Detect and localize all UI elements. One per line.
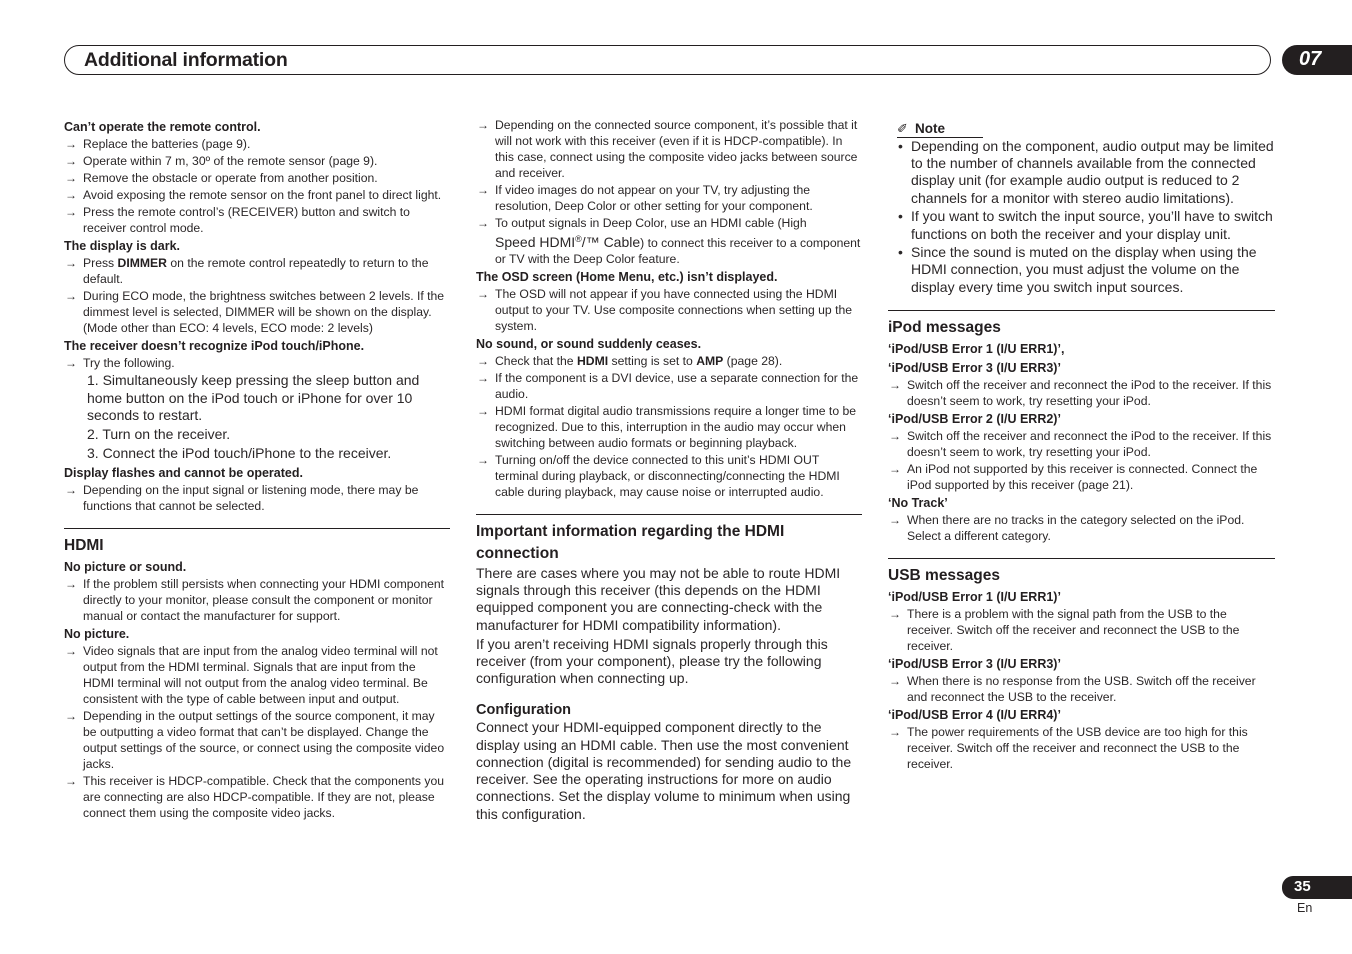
answer-item: → Depending on the connected source component, it’s possible that it will not work with this receiver (even if it is HDCP-compatible). In this case, connect using the composite video jacks between source and receiver.: [477, 118, 858, 180]
paragraph: There are cases where you may not be able to route HDMI signals through this receiver (this depends on the HDMI equipped component you are connecting-check with the manufacturer for HDMI compatibility information).: [476, 565, 841, 633]
arrow-icon: →: [889, 377, 901, 392]
numbered-step: 2. Turn on the receiver.: [87, 426, 231, 442]
bullet-icon: •: [898, 138, 903, 154]
arrow-icon: →: [477, 118, 489, 132]
question-heading: ‘iPod/USB Error 2 (I/U ERR2)’: [888, 411, 1061, 426]
answer-item: → Press the remote control’s (RECEIVER) button and switch to receiver control mode.: [65, 205, 410, 235]
arrow-icon: →: [65, 154, 77, 168]
arrow-icon: →: [65, 256, 77, 270]
question-heading: The display is dark.: [64, 239, 181, 253]
answer-item: → Switch off the receiver and reconnect the iPod to the receiver. If this doesn’t seem to work, try resetting your iPod.: [889, 428, 1272, 459]
section-divider: [888, 558, 1275, 587]
answer-item: → There is a problem with the signal path from the USB to the receiver. Switch off the receiver and reconnect the USB to the receiver.: [889, 606, 1240, 653]
arrow-icon: →: [477, 404, 489, 419]
note-bullet: • Depending on the component, audio output may be limited to the number of channels available from the connected display unit (for example audio output is reduced to 2 channels for a monitor with stereo audio limitations).: [898, 138, 1274, 206]
question-heading: Can’t operate the remote control.: [64, 120, 261, 134]
arrow-icon: →: [477, 354, 489, 369]
question-heading: ‘iPod/USB Error 1 (I/U ERR1)’,: [888, 341, 1065, 356]
section-divider: [64, 528, 450, 557]
note-label: Note: [915, 121, 945, 136]
answer-item: → Remove the obstacle or operate from another position.: [65, 171, 378, 185]
section-title: Additional information: [84, 49, 288, 71]
page-number-badge: [1282, 876, 1352, 899]
arrow-icon: →: [477, 453, 489, 468]
pencil-icon: ✐: [897, 121, 908, 136]
configuration-heading: Configuration: [476, 702, 572, 719]
answer-item: → When there is no response from the USB. Switch off the receiver and reconnect the USB to the receiver.: [889, 673, 1256, 704]
section-divider: [476, 514, 862, 565]
answer-item: → Turning on/off the device connected to this unit’s HDMI OUT terminal during playback, or disconnecting/connecting the HDMI cable during playback, may cause noise or interrupted audio.: [477, 453, 840, 500]
note-bullet: • Since the sound is muted on the display when using the HDMI connection, you must adjust the volume on the display every time you switch input sources.: [898, 244, 1257, 295]
answer-item: → If the component is a DVI device, use a separate connection for the audio.: [477, 371, 859, 402]
answer-item: → Depending in the output settings of the source component, it may be outputting a video format that can’t be displayed. Change the output settings of the source, or connect using the composite video jacks.: [65, 708, 445, 771]
arrow-icon: →: [65, 773, 77, 788]
numbered-step: 3. Connect the iPod touch/iPhone to the receiver.: [87, 445, 392, 461]
question-heading: ‘iPod/USB Error 1 (I/U ERR1)’: [888, 589, 1061, 604]
answer-item: → Check that the HDMI setting is set to AMP (page 28).: [477, 354, 783, 369]
hdmi-section-title: HDMI: [64, 536, 104, 554]
question-heading: The OSD screen (Home Menu, etc.) isn’t displayed.: [476, 270, 778, 285]
answer-item: → Switch off the receiver and reconnect the iPod to the receiver. If this doesn’t seem to work, try resetting your iPod.: [889, 377, 1272, 408]
answer-item: → When there are no tracks in the category selected on the iPod. Select a different category.: [889, 512, 1245, 543]
answer-item: → This receiver is HDCP-compatible. Check that the components you are connecting are also HDCP-compatible. If they are not, please connect them using the composite video jacks.: [65, 773, 445, 820]
arrow-icon: →: [889, 461, 901, 476]
usb-section-title: USB messages: [888, 566, 1001, 584]
arrow-icon: →: [477, 287, 489, 302]
note-bullet: • If you want to switch the input source, you’ll have to switch functions on both the receiver and your display unit.: [898, 208, 1273, 242]
page-number: 35: [1294, 878, 1311, 895]
arrow-icon: →: [65, 171, 77, 185]
arrow-icon: →: [65, 708, 77, 723]
answer-item: → Operate within 7 m, 30º of the remote sensor (page 9).: [65, 154, 378, 168]
arrow-icon: →: [889, 428, 901, 443]
arrow-icon: →: [889, 606, 901, 621]
question-heading: ‘iPod/USB Error 4 (I/U ERR4)’: [888, 707, 1061, 722]
arrow-icon: →: [889, 673, 901, 688]
arrow-icon: →: [65, 482, 77, 497]
answer-item: → If the problem still persists when connecting your HDMI component directly to your monitor, please consult the component or monitor manual or contact the manufacturer for support.: [65, 576, 445, 623]
answer-item: → Video signals that are input from the analog video terminal will not output from the HDMI terminal. Signals that are input from the HDMI terminal will not output from the analog video terminal. Be consistent with the type of cable between input and output.: [65, 643, 438, 706]
answer-item: → Depending on the input signal or listening mode, there may be functions that cannot be selected.: [65, 482, 419, 513]
answer-item: → HDMI format digital audio transmissions require a longer time to be recognized. Due to this, interruption in the audio may occur when switching between audio formats or beginning playback.: [477, 404, 857, 451]
important-section-title: Important information regarding the HDMI connection: [476, 523, 785, 563]
arrow-icon: →: [65, 137, 77, 151]
answer-item: → Press DIMMER on the remote control repeatedly to return to the default.: [65, 256, 429, 286]
answer-item: → Try the following.: [65, 356, 175, 370]
answer-item: → An iPod not supported by this receiver is connected. Connect the iPod supported by this receiver (page 21).: [889, 461, 1258, 492]
question-heading: ‘No Track’: [888, 495, 948, 510]
page-language: En: [1297, 901, 1313, 915]
column-middle: [476, 117, 862, 825]
numbered-step: 1. Simultaneously keep pressing the sleep button and home button on the iPod touch or iPhone for over 10 seconds to restart.: [87, 372, 420, 423]
answer-item: → Avoid exposing the remote sensor on the front panel to direct light.: [65, 188, 442, 202]
question-heading: No picture or sound.: [64, 559, 187, 574]
arrow-icon: →: [889, 512, 901, 527]
answer-item: → The OSD will not appear if you have connected using the HDMI output to your TV. Use composite connections when setting up the system.: [477, 287, 853, 334]
bullet-icon: •: [898, 208, 903, 225]
arrow-icon: →: [65, 576, 77, 591]
arrow-icon: →: [65, 356, 77, 370]
paragraph: Connect your HDMI-equipped component directly to the display using an HDMI cable. Then use the most convenient connection (digital is recommended) for sending audio to the receiver. See the operating instructions for more on audio connections. Set the display volume to minimum when using this configuration.: [476, 719, 852, 822]
answer-item: → The power requirements of the USB device are too high for this receiver. Switch off the receiver and reconnect the USB to the receiver.: [889, 724, 1248, 771]
section-divider: [888, 310, 1275, 339]
arrow-icon: →: [65, 188, 77, 202]
question-heading: ‘iPod/USB Error 3 (I/U ERR3)’: [888, 656, 1061, 671]
question-heading: No picture.: [64, 626, 130, 641]
question-heading: Display flashes and cannot be operated.: [64, 465, 303, 480]
question-heading: ‘iPod/USB Error 3 (I/U ERR3)’: [888, 360, 1061, 375]
section-header-bar: [64, 45, 1271, 75]
arrow-icon: →: [477, 216, 489, 230]
question-heading: The receiver doesn’t recognize iPod touch/iPhone.: [64, 339, 365, 353]
arrow-icon: →: [889, 724, 901, 739]
column-right: [888, 117, 1275, 773]
ipod-section-title: iPod messages: [888, 318, 1001, 336]
arrow-icon: →: [65, 289, 77, 303]
arrow-icon: →: [65, 643, 77, 658]
arrow-icon: →: [477, 371, 489, 386]
answer-item: → If video images do not appear on your TV, try adjusting the resolution, Deep Color or other setting for your component.: [477, 183, 813, 213]
answer-item: → To output signals in Deep Color, use an HDMI cable (High Speed HDMI®/™ Cable) to connect this receiver to a component or TV with the Deep Color feature.: [477, 216, 861, 267]
answer-item: → During ECO mode, the brightness switches between 2 levels. If the dimmest level is selected, DIMMER will be shown on the display. (Mode other than ECO: 4 levels, ECO mode: 2 levels): [65, 289, 445, 335]
note-heading: [897, 120, 983, 138]
arrow-icon: →: [65, 205, 77, 219]
arrow-icon: →: [477, 183, 489, 197]
column-left: [64, 117, 450, 822]
paragraph: If you aren’t receiving HDMI signals properly through this receiver (from your component), please try the following configuration when connecting up.: [476, 635, 828, 687]
question-heading: No sound, or sound suddenly ceases.: [476, 337, 702, 352]
chapter-number: 07: [1299, 48, 1322, 70]
chapter-badge: [1282, 45, 1352, 75]
bullet-icon: •: [898, 244, 903, 261]
answer-item: → Replace the batteries (page 9).: [65, 137, 251, 151]
